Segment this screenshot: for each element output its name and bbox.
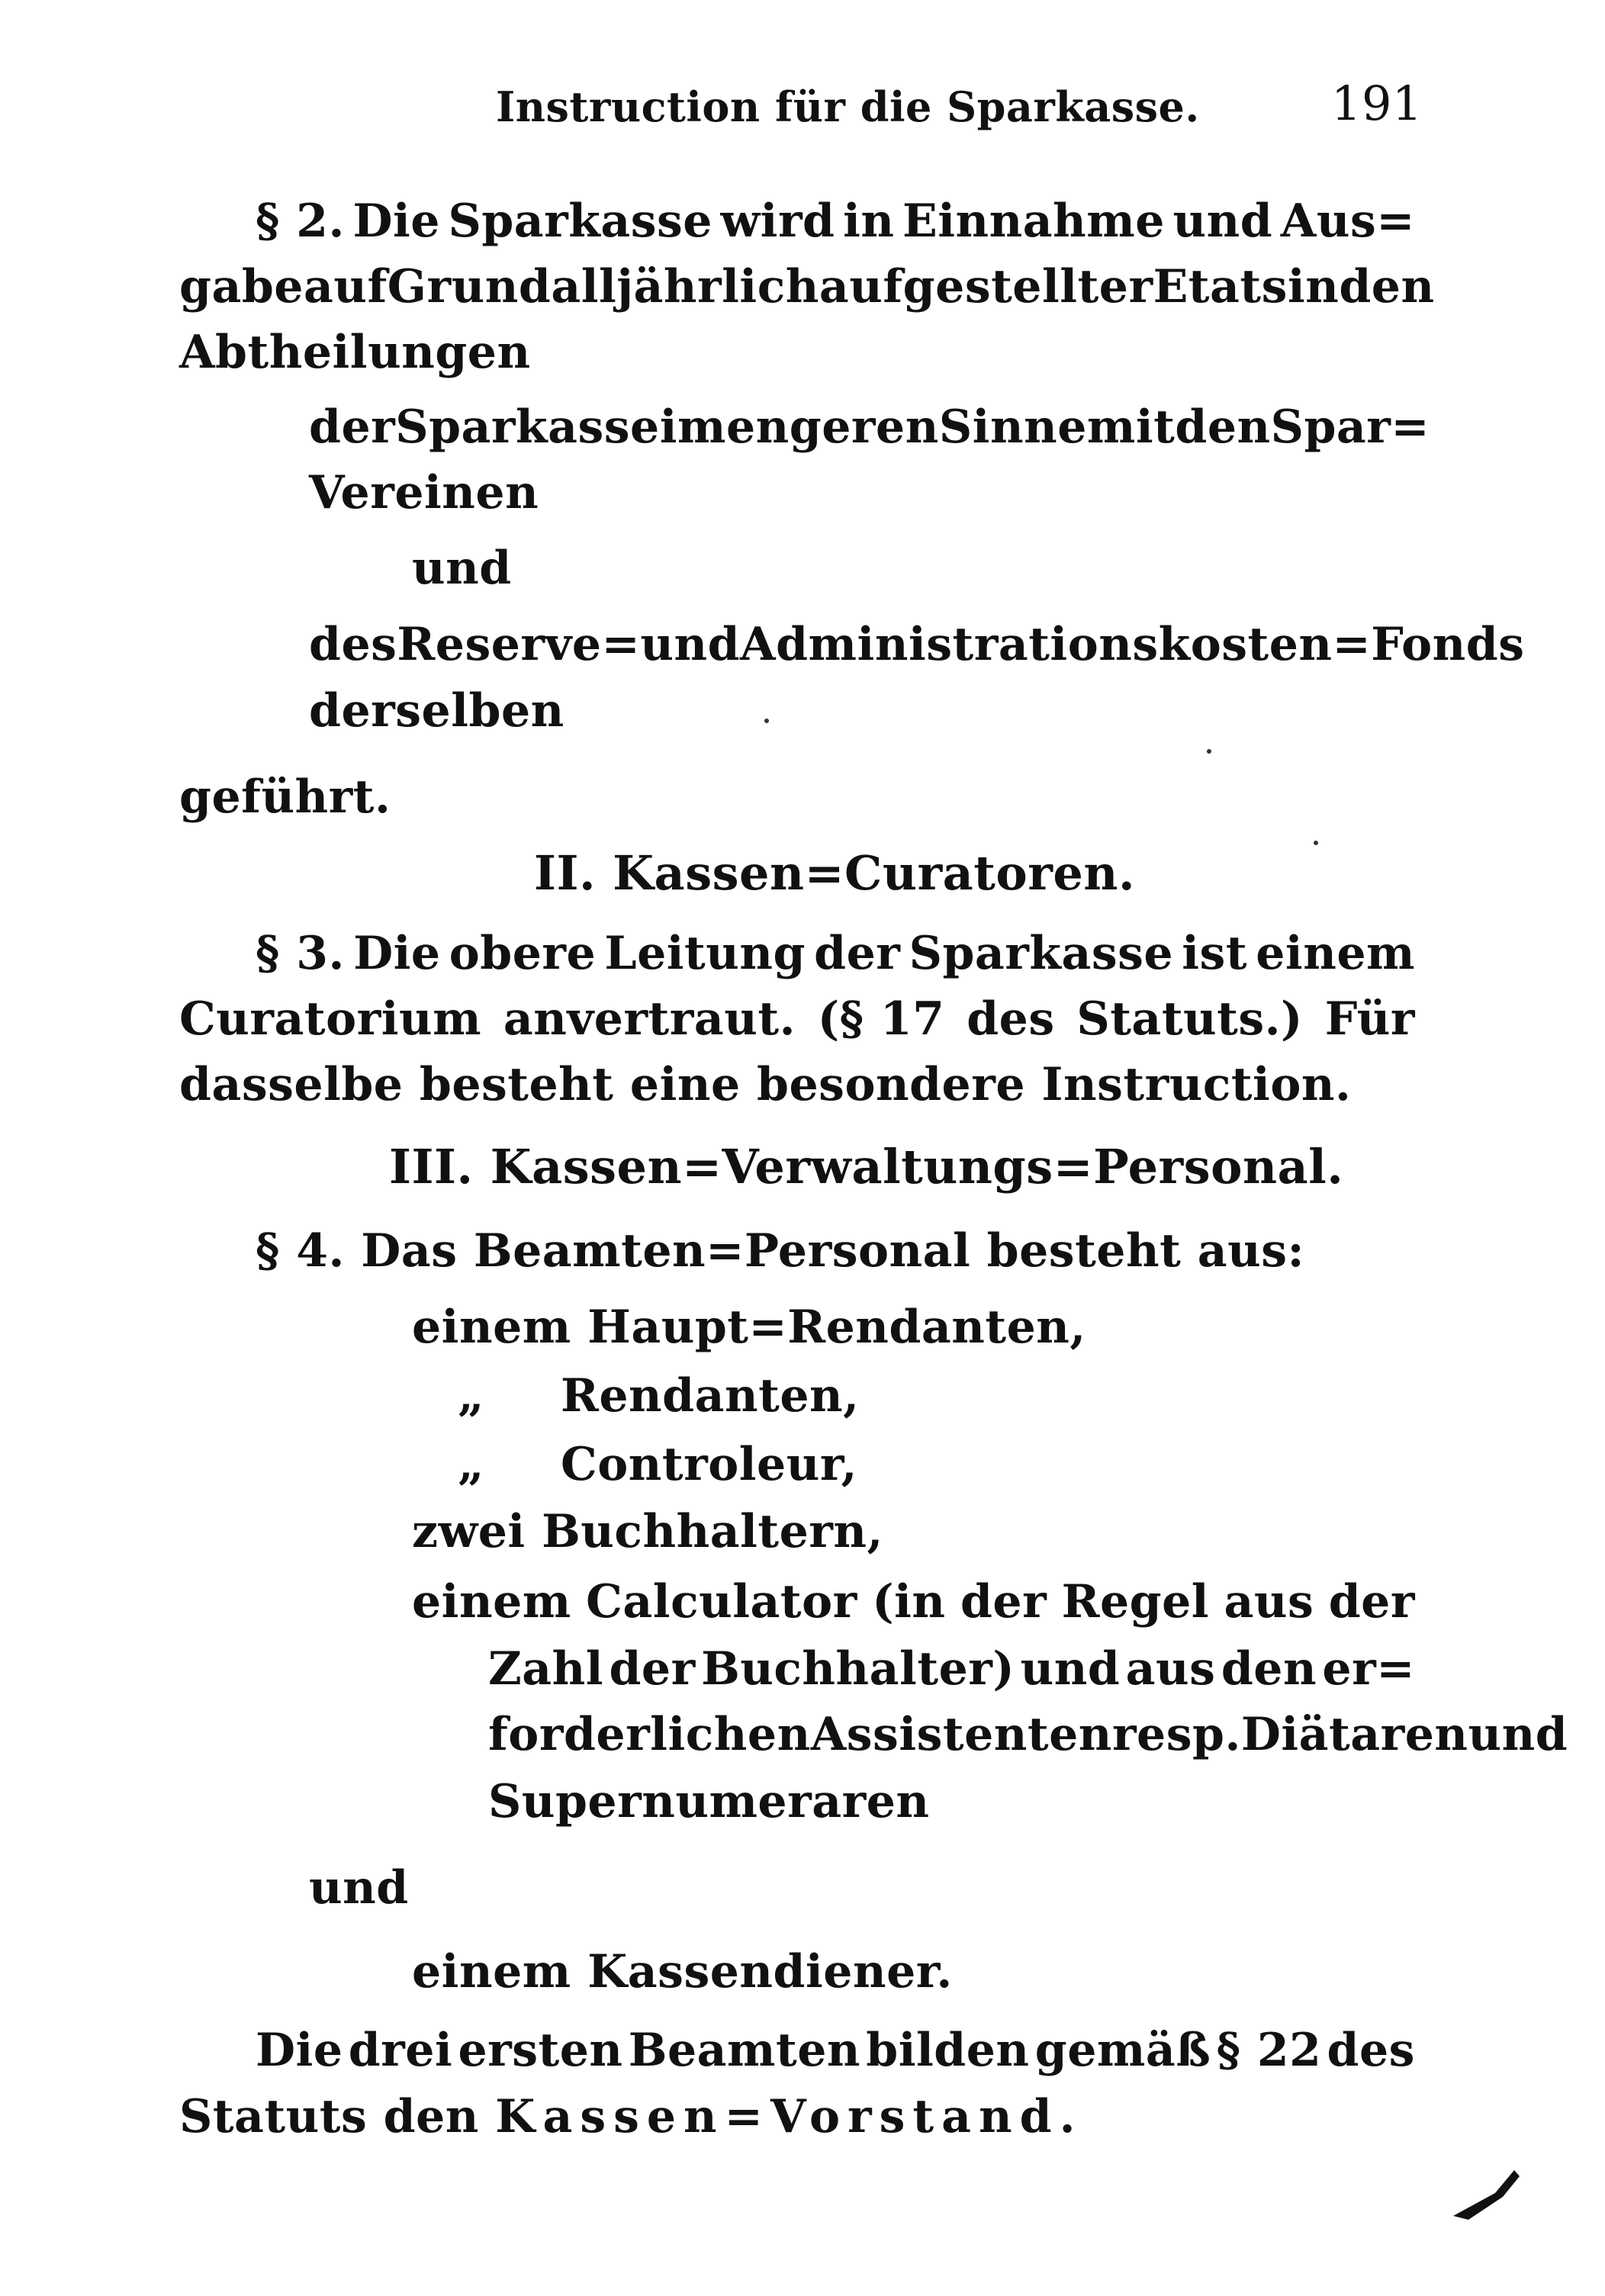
word: Administrationskosten=Fonds (740, 618, 1525, 671)
word: im (659, 400, 726, 454)
word: Curatorium (179, 992, 482, 1046)
word: einem (412, 1575, 571, 1629)
para4-and: und (309, 1861, 409, 1915)
para2-line1 (256, 191, 1415, 252)
word: aus (1224, 1575, 1314, 1629)
word: § 3. (256, 927, 345, 980)
word: der (814, 927, 901, 980)
word: er= (1322, 1642, 1415, 1696)
word: Diätaren (1240, 1708, 1468, 1761)
word: Reserve= (397, 618, 641, 671)
section-title-personal: III. Kassen=Verwaltungs=Personal. (389, 1139, 1344, 1195)
para2-line7 (309, 614, 1525, 675)
word: des (1327, 2024, 1415, 2077)
para2-line6: und (412, 542, 512, 595)
word: Grund (387, 260, 552, 314)
word: Regel (1061, 1575, 1210, 1629)
word: auf (303, 260, 388, 314)
speck-icon (1312, 839, 1320, 847)
word: des (967, 992, 1055, 1046)
para2-line2 (179, 256, 1435, 317)
word: wird (720, 195, 835, 248)
para4-line1: § 4. Das Beamten=Personal besteht aus: (256, 1224, 1305, 1278)
word: der (1328, 1575, 1415, 1629)
word: § 2. (256, 195, 345, 248)
ditto-mark: „ (458, 1438, 485, 1491)
word: bilden (866, 2024, 1030, 2077)
word: Die (353, 927, 441, 980)
word: Sparkasse (909, 927, 1174, 980)
para2-line5: Vereinen (309, 466, 539, 519)
word: Die (352, 195, 440, 248)
word: Statuts.) (1076, 992, 1303, 1046)
word: Zahl (488, 1642, 604, 1696)
word: (§ 17 (817, 992, 945, 1046)
para3-line1 (256, 923, 1415, 984)
page-number: 191 (1331, 76, 1423, 131)
list-item-rendant: Rendanten, (561, 1369, 860, 1423)
word: obere (449, 927, 597, 980)
list-item-calculator-line1 (412, 1571, 1415, 1632)
word: den (1175, 400, 1271, 454)
word: und (1172, 195, 1273, 248)
word: ersten (458, 2024, 623, 2077)
para3-line2 (179, 989, 1415, 1050)
word: Assistenten (810, 1708, 1112, 1761)
list-item-calculator-line4: Supernumeraren (488, 1775, 930, 1828)
word: resp. (1111, 1708, 1241, 1761)
ditto-mark: „ (458, 1369, 485, 1423)
word: aufgestellter (819, 260, 1153, 314)
word: Sinne (938, 400, 1087, 454)
word: des (309, 618, 397, 671)
section-title-curatoren: II. Kassen=Curatoren. (534, 845, 1136, 901)
word: Aus= (1280, 195, 1415, 248)
word: Calculator (586, 1575, 857, 1629)
para2-line4 (309, 397, 1430, 458)
word: einem (1256, 927, 1415, 980)
word: alljährlich (551, 260, 819, 314)
word: in (843, 195, 895, 248)
word: und (640, 618, 741, 671)
word: engeren (725, 400, 939, 454)
word: Sparkasse (448, 195, 712, 248)
word: und (1020, 1642, 1121, 1696)
word: § 22 (1216, 2024, 1322, 2077)
closing-line2 (179, 2086, 1082, 2147)
word: gabe (179, 260, 304, 314)
word: mit (1086, 400, 1176, 454)
word: drei (348, 2024, 453, 2077)
word: forderlichen (488, 1708, 811, 1761)
closing-text: Statuts den (179, 2090, 479, 2143)
speck-icon (1205, 748, 1213, 755)
word: Spar= (1270, 400, 1430, 454)
closing-line1 (256, 2020, 1415, 2081)
word: anvertraut. (503, 992, 796, 1046)
word: ist (1182, 927, 1248, 980)
word: den (1339, 260, 1435, 314)
word: gemäß (1034, 2024, 1211, 2077)
word: Beamten (628, 2024, 861, 2077)
word: der (960, 1575, 1047, 1629)
word: Buchhalter) (701, 1642, 1015, 1696)
word: (in (872, 1575, 946, 1629)
list-item-controleur: Controleur, (561, 1438, 857, 1491)
kassen-vorstand-term: Kassen=Vorstand. (495, 2090, 1083, 2143)
list-item-kassendiener: einem Kassendiener. (412, 1945, 953, 1999)
running-title: Instruction für die Sparkasse. (496, 82, 1200, 131)
list-item-buchhalter: zwei Buchhaltern, (412, 1505, 883, 1558)
para2-line3: Abtheilungen (179, 326, 531, 379)
word: der (309, 400, 396, 454)
word: in (1287, 260, 1340, 314)
word: aus (1125, 1642, 1216, 1696)
word: und (1468, 1708, 1568, 1761)
word: Etats (1153, 260, 1288, 314)
para2-line8: derselben (309, 684, 564, 738)
word: Einnahme (902, 195, 1165, 248)
word: den (1221, 1642, 1317, 1696)
para3-line3: dasselbe besteht eine besondere Instruction. (179, 1058, 1352, 1111)
word: der (609, 1642, 696, 1696)
speck-icon (763, 717, 770, 725)
word: Leitung (604, 927, 806, 980)
word: Die (256, 2024, 343, 2077)
list-item-calculator-line3 (488, 1704, 1568, 1765)
word: Sparkasse (395, 400, 660, 454)
para2-line9: geführt. (179, 770, 391, 824)
ink-mark-icon (1449, 2163, 1526, 2224)
list-item-calculator-line2 (488, 1638, 1415, 1699)
word: Für (1324, 992, 1415, 1046)
list-item-haupt-rendant: einem Haupt=Rendanten, (412, 1301, 1086, 1354)
